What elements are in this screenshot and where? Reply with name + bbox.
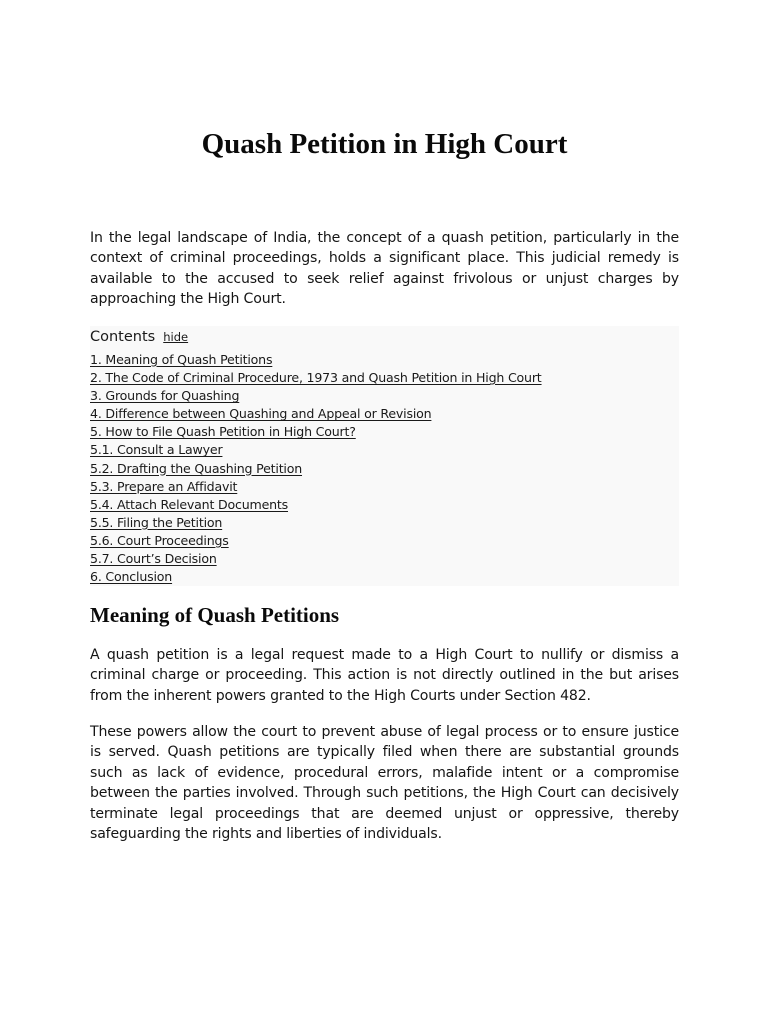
toc-link-drafting[interactable]: 5.2. Drafting the Quashing Petition (90, 460, 303, 476)
toc-link-filing[interactable]: 5.5. Filing the Petition (90, 514, 223, 530)
toc-link-consult-lawyer[interactable]: 5.1. Consult a Lawyer (90, 442, 223, 458)
section-paragraph: These powers allow the court to prevent abuse of legal process or to ensure justice is served. Quash petitions are typically filed when there are substantial grounds such as lack of evidence, procedural errors, malafide intent or a compromise between the parties involved. Through such petitions, the High Court can decisively terminate legal proceedings that are deemed unjust or oppressive, thereby safeguarding the rights and liberties of individuals. (90, 724, 679, 843)
page-title: Quash Petition in High Court (201, 128, 568, 160)
toc-header (90, 327, 188, 347)
toc-link-meaning[interactable]: 1. Meaning of Quash Petitions (90, 352, 273, 367)
toc-link-affidavit[interactable]: 5.3. Prepare an Affidavit (90, 478, 238, 494)
toc-link-proceedings[interactable]: 5.6. Court Proceedings (90, 532, 229, 548)
intro-paragraph: In the legal landscape of India, the concept of a quash petition, particularly in the context of criminal proceedings, holds a significant place. This judicial remedy is available to the accused to seek relief against frivolous or unjust charges by approaching the High Court. (90, 230, 679, 308)
toc-link-documents[interactable]: 5.4. Attach Relevant Documents (90, 496, 289, 512)
toc-link-decision[interactable]: 5.7. Court’s Decision (90, 551, 217, 567)
toc-list (90, 351, 542, 586)
toc-title: Contents (90, 329, 156, 345)
toc-link-grounds[interactable]: 3. Grounds for Quashing (90, 388, 240, 404)
toc-link-how-to-file[interactable]: 5. How to File Quash Petition in High Court? (90, 424, 356, 440)
toc-link-crpc-1973[interactable]: 2. The Code of Criminal Procedure, 1973 and Quash Petition in High Court (90, 370, 542, 386)
section-paragraph: A quash petition is a legal request made to a High Court to nullify or dismiss a criminal charge or proceeding. This action is not directly outlined in the but arises from the inherent powers granted to the High Courts under Section 482. (90, 647, 679, 704)
table-of-contents (90, 326, 679, 586)
toc-link-difference[interactable]: 4. Difference between Quashing and Appeal or Revision (90, 406, 432, 422)
toc-link-conclusion[interactable]: 6. Conclusion (90, 569, 173, 585)
toc-hide-link[interactable]: hide (163, 330, 189, 344)
section-heading: Meaning of Quash Petitions (90, 603, 340, 627)
